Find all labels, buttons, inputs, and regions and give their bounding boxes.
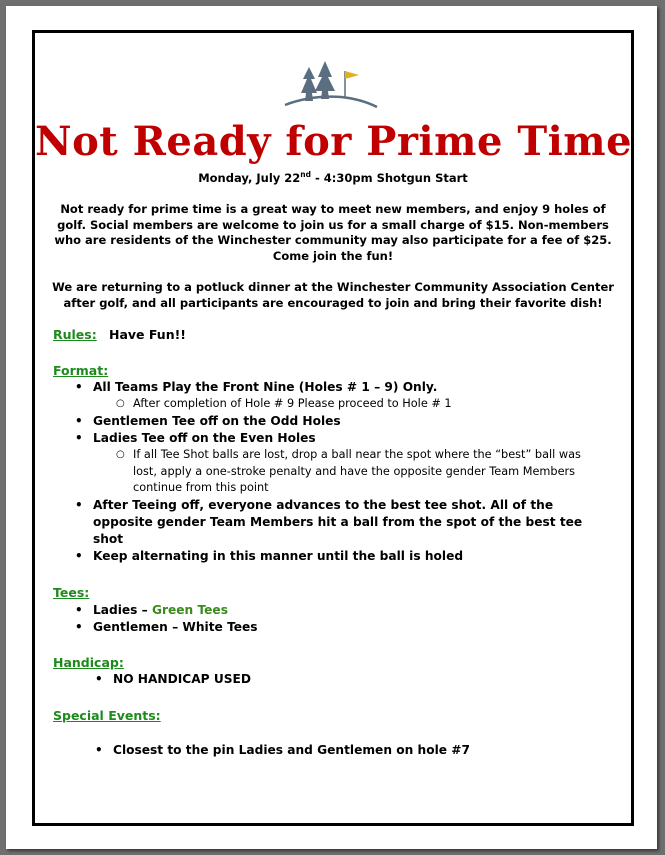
- list-item: [75, 497, 593, 548]
- event-date: [35, 170, 631, 186]
- sub-list-item: [116, 396, 613, 413]
- bullet-icon: •: [75, 603, 83, 617]
- bullet-icon: •: [95, 672, 103, 686]
- list-item: [75, 430, 613, 447]
- bullet-icon: •: [95, 743, 103, 757]
- bullet-icon: •: [75, 549, 83, 563]
- pine-tree-large: [315, 61, 335, 99]
- date-suffix: nd: [300, 170, 311, 180]
- handicap-heading: Handicap:: [53, 655, 124, 670]
- hill-curve: [285, 97, 377, 107]
- special-events-heading: Special Events:: [53, 708, 161, 723]
- list-item-text: Gentlemen Tee off on the Odd Holes: [93, 414, 341, 428]
- bullet-icon: •: [75, 414, 83, 428]
- circle-bullet-icon: ○: [116, 449, 125, 460]
- event-start: - 4:30pm Shotgun Start: [310, 171, 468, 185]
- event-date-main: Monday, July 22: [198, 171, 301, 185]
- pine-tree-small: [301, 67, 317, 101]
- bullet-icon: •: [75, 380, 83, 394]
- list-item-text: After Teeing off, everyone advances to the best tee shot. All of the opposite gender Team Members hit a ball from the spot of the best tee shot: [93, 498, 583, 546]
- sub-list-item-text: If all Tee Shot balls are lost, drop a ball near the spot where the “best” ball was lost, apply a one-stroke penalty and have the opposite gender Team Members continue from this point: [133, 448, 581, 494]
- list-item-text: NO HANDICAP USED: [113, 672, 251, 686]
- list-item-text: Closest to the pin Ladies and Gentlemen on hole #7: [113, 743, 470, 757]
- list-item: [75, 619, 493, 636]
- bullet-icon: •: [75, 498, 83, 512]
- page-title: Not Ready for Prime Time: [35, 118, 633, 165]
- list-item-text: Ladies Tee off on the Even Holes: [93, 431, 316, 445]
- bullet-icon: •: [75, 431, 83, 445]
- list-item: [75, 548, 613, 565]
- potluck-paragraph: We are returning to a potluck dinner at the Winchester Community Association Center after golf, and all participants are encouraged to join and bring their favorite dish!: [52, 280, 614, 310]
- list-item: [75, 413, 613, 430]
- pine-trees-flag-logo: [281, 57, 381, 115]
- flag-icon: [345, 71, 359, 79]
- gentlemen-tee: Gentlemen – White Tees: [93, 620, 258, 634]
- rules-heading: Rules:: [53, 327, 97, 342]
- list-item: [95, 671, 513, 688]
- ladies-tee-label: Ladies –: [93, 603, 152, 617]
- list-item-text: Keep alternating in this manner until the ball is holed: [93, 549, 464, 563]
- list-item: [75, 379, 613, 396]
- format-heading: Format:: [53, 363, 109, 378]
- tees-heading: Tees:: [53, 585, 90, 600]
- circle-bullet-icon: ○: [116, 398, 125, 409]
- list-item-text: All Teams Play the Front Nine (Holes # 1 – 9) Only.: [93, 380, 438, 394]
- sub-list-item: [116, 447, 605, 497]
- rules-value: Have Fun!!: [109, 327, 186, 342]
- intro-paragraph: Not ready for prime time is a great way to meet new members, and enjoy 9 holes of golf. Social members are welcome to join us for a small charge of $15. Non-members who are residents of the Winchester community may also participate for a fee of $25. Come join the fun!: [54, 202, 612, 263]
- bullet-icon: •: [75, 620, 83, 634]
- list-item: [95, 742, 593, 759]
- sub-list-item-text: After completion of Hole # 9 Please proceed to Hole # 1: [133, 397, 452, 410]
- list-item: [75, 602, 493, 619]
- flyer-border: [32, 30, 634, 826]
- ladies-tee-value: Green Tees: [152, 603, 228, 617]
- document-page: [6, 6, 657, 849]
